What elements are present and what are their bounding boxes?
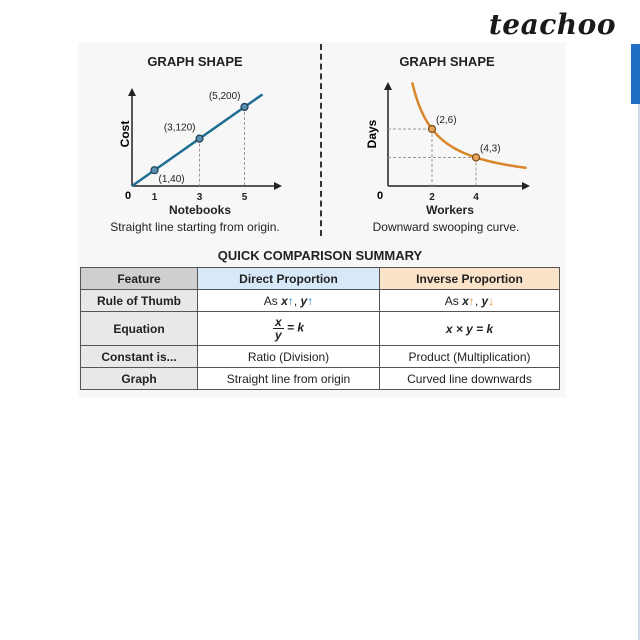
right-y-axis-arrow: [384, 82, 392, 90]
table-header-row: [81, 268, 560, 290]
rule-inverse-y: y: [481, 293, 489, 308]
cell-graph-feature: Graph: [81, 368, 198, 390]
inverse-proportion-curve: [412, 82, 526, 168]
fraction-numerator: x: [274, 315, 282, 329]
cell-rule-direct: [198, 290, 380, 312]
teachoo-logo: teachoo: [488, 8, 616, 41]
right-origin-label: 0: [376, 190, 384, 202]
header-inverse: Inverse Proportion: [380, 268, 560, 290]
right-x-label: Workers: [426, 203, 474, 217]
rule-direct-y: y: [300, 293, 308, 308]
arrow-up-icon: ↑: [287, 293, 294, 308]
rule-direct-x: x: [281, 293, 288, 308]
point-label: (1,40): [158, 174, 185, 186]
cell-graph-direct: Straight line from origin: [198, 368, 380, 390]
left-y-label: Cost: [118, 120, 133, 148]
right-x-axis-arrow: [522, 182, 530, 190]
summary-title: QUICK COMPARISON SUMMARY: [217, 248, 423, 263]
x-tick-label: 4: [473, 192, 479, 203]
right-graph-title: GRAPH SHAPE: [399, 54, 495, 69]
rule-direct-prefix: As: [263, 293, 282, 308]
arrow-down-icon: ↓: [488, 293, 495, 308]
left-x-axis-arrow: [274, 182, 282, 190]
rule-inverse-sep: ,: [474, 293, 482, 308]
table-row-rule: [81, 290, 560, 312]
fraction-x-over-y: [273, 316, 284, 341]
table-row-constant: [81, 346, 560, 368]
arrow-up-icon: ↑: [307, 293, 314, 308]
data-point: [241, 104, 248, 111]
cell-constant-direct: Ratio (Division): [198, 346, 380, 368]
table-row-graph: [81, 368, 560, 390]
left-graph-title: GRAPH SHAPE: [147, 54, 243, 69]
data-point: [196, 135, 203, 142]
cell-rule-feature: Rule of Thumb: [81, 290, 198, 312]
left-x-label: Notebooks: [168, 203, 231, 217]
data-point: [151, 167, 158, 174]
rule-inverse-x: x: [462, 293, 469, 308]
cell-equation-direct: [198, 312, 380, 346]
comparison-table: [80, 267, 560, 390]
x-tick-label: 3: [196, 192, 203, 203]
left-origin-label: 0: [124, 190, 132, 202]
left-y-axis-arrow: [128, 88, 136, 96]
x-tick-label: 5: [241, 192, 248, 203]
cell-equation-feature: Equation: [81, 312, 198, 346]
x-tick-label: 2: [429, 192, 435, 203]
cell-graph-inverse: Curved line downwards: [380, 368, 560, 390]
right-graph: [356, 74, 536, 216]
header-feature: Feature: [81, 268, 198, 290]
left-graph-caption: Straight line starting from origin.: [110, 220, 280, 234]
arrow-up-icon: ↑: [468, 293, 475, 308]
rule-inverse-prefix: As: [444, 293, 463, 308]
header-direct: Direct Proportion: [198, 268, 380, 290]
cell-constant-feature: Constant is...: [81, 346, 198, 368]
point-label: (3,120): [163, 122, 196, 134]
point-label: (2,6): [436, 115, 457, 126]
table-row-equation: [81, 312, 560, 346]
right-graph-caption: Downward swooping curve.: [372, 220, 520, 234]
fraction-denominator: y: [274, 328, 282, 342]
data-point: [473, 154, 480, 161]
cell-equation-inverse: x × y = k: [380, 312, 560, 346]
left-graph: [100, 74, 290, 216]
cell-rule-inverse: [380, 290, 560, 312]
data-point: [429, 126, 436, 133]
graph-divider: [320, 44, 322, 236]
point-label: (4,3): [480, 143, 501, 155]
side-accent-tab: [631, 44, 640, 104]
rule-direct-sep: ,: [293, 293, 301, 308]
x-tick-label: 1: [151, 192, 158, 203]
equation-direct-rhs: = k: [287, 320, 305, 335]
point-label: (5,200): [208, 91, 241, 102]
right-y-label: Days: [365, 119, 379, 149]
cell-constant-inverse: Product (Multiplication): [380, 346, 560, 368]
